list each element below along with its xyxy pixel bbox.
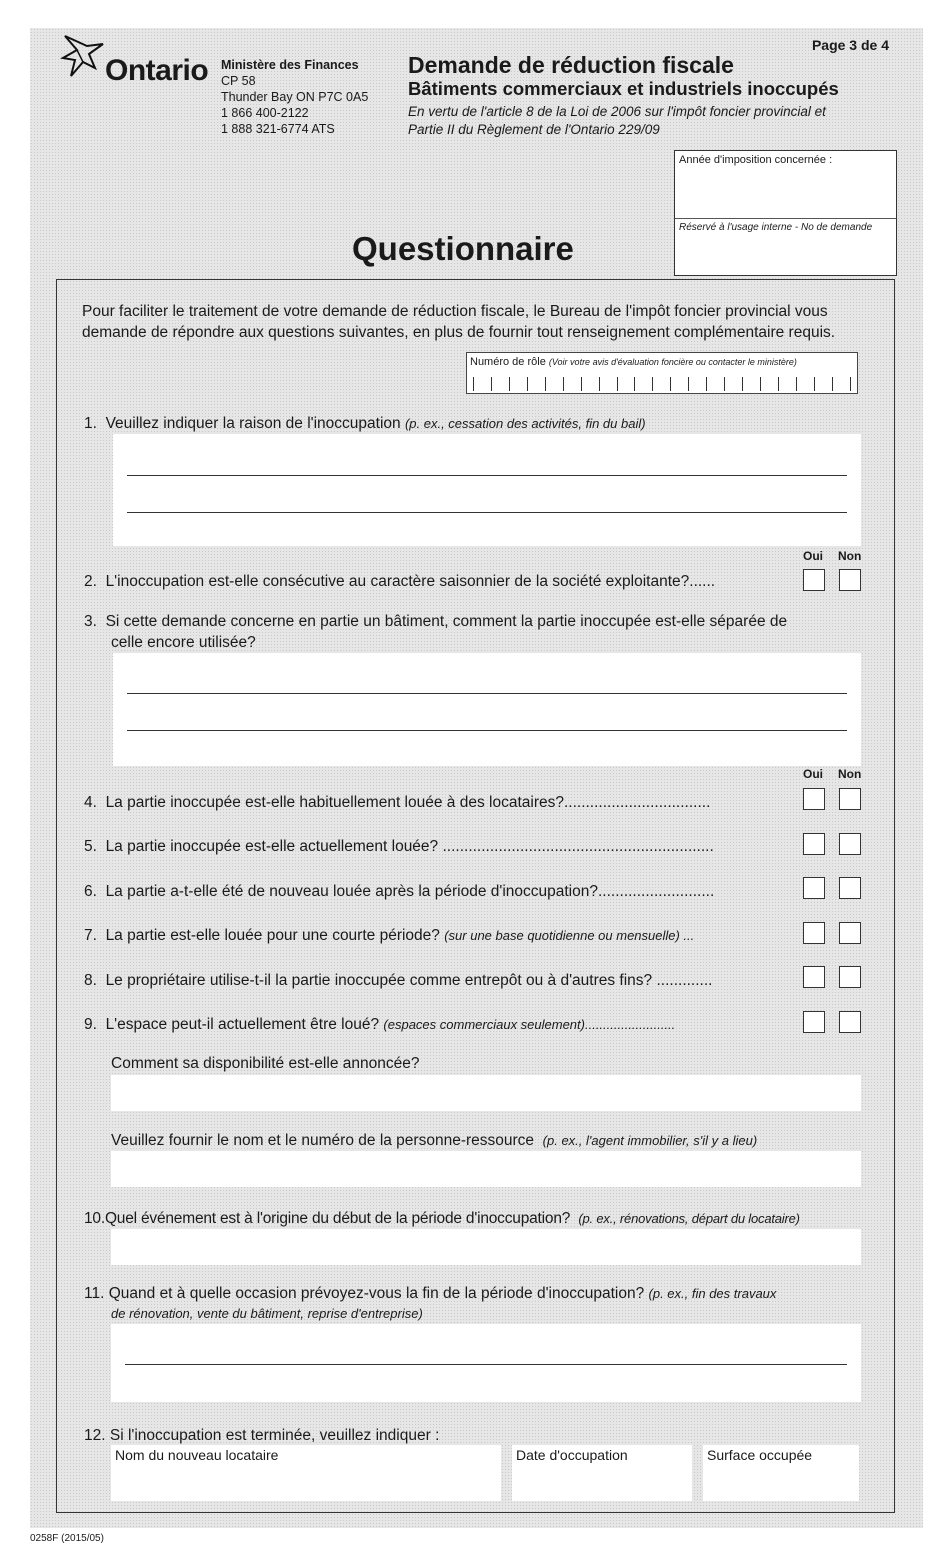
question-number: 3. — [84, 613, 97, 630]
answer-9b-field[interactable] — [111, 1151, 861, 1187]
no-label: Non — [838, 767, 862, 781]
question-5 — [84, 836, 714, 857]
roll-number-digits — [473, 377, 851, 391]
question-number: 6. — [84, 883, 97, 900]
question-8 — [84, 970, 712, 991]
question-hint: (p. ex., cessation des activités, fin du bail) — [404, 416, 646, 431]
question-number: 7. — [84, 927, 97, 944]
question-number: 1. — [84, 415, 97, 432]
q7-no-checkbox[interactable] — [839, 922, 861, 944]
question-7 — [84, 925, 694, 946]
question-12 — [84, 1425, 439, 1446]
question-4 — [84, 792, 710, 813]
no-label: Non — [838, 549, 862, 563]
tax-year-label: Année d'imposition concernée : — [679, 154, 833, 166]
question-hint: (p. ex., fin des travaux — [648, 1286, 777, 1301]
ministry-line: Thunder Bay ON P7C 0A5 — [221, 90, 369, 104]
legal-reference: En vertu de l'article 8 de la Loi de 2006 sur l'impôt foncier provincial et — [408, 104, 826, 119]
answer-3-field[interactable] — [113, 653, 861, 766]
question-text: Quand et à quelle occasion prévoyez-vous la fin de la période d'inoccupation? — [108, 1285, 645, 1302]
new-tenant-name-field[interactable] — [111, 1445, 501, 1501]
occupancy-date-field[interactable] — [512, 1445, 692, 1501]
question-text: Le propriétaire utilise-t-il la partie inoccupée comme entrepôt ou à d'autres fins? ............. — [105, 972, 713, 989]
question-text: Si l'inoccupation est terminée, veuillez indiquer : — [109, 1427, 440, 1444]
question-text: La partie a-t-elle été de nouveau louée après la période d'inoccupation?........................... — [105, 883, 715, 900]
internal-use-label: Réservé à l'usage interne - No de demande — [679, 222, 873, 233]
occupancy-date-label: Date d'occupation — [516, 1447, 628, 1463]
q4-yes-checkbox[interactable] — [803, 788, 825, 810]
q5-no-checkbox[interactable] — [839, 833, 861, 855]
question-text: Quel événement est à l'origine du début de la période d'inoccupation? — [104, 1210, 571, 1227]
q8-yes-checkbox[interactable] — [803, 966, 825, 988]
ministry-address — [221, 57, 368, 137]
question-number: 4. — [84, 794, 97, 811]
q5-yes-checkbox[interactable] — [803, 833, 825, 855]
yes-label: Oui — [803, 767, 823, 781]
form-code: 0258F (2015/05) — [30, 1533, 104, 1544]
internal-use-field — [675, 219, 896, 236]
question-number: 8. — [84, 972, 97, 989]
tax-year-box — [674, 150, 897, 276]
question-9 — [84, 1014, 675, 1035]
form-title-block — [408, 52, 839, 139]
occupied-area-field[interactable] — [703, 1445, 859, 1501]
answer-11-field[interactable] — [111, 1324, 861, 1402]
question-text: L'inoccupation est-elle consécutive au caractère saisonnier de la société exploitante?...... — [105, 573, 716, 590]
logo-wordmark: Ontario — [105, 54, 209, 87]
yes-label: Oui — [803, 549, 823, 563]
ministry-line: CP 58 — [221, 74, 256, 88]
question-11-line-2 — [111, 1303, 423, 1324]
question-9b — [111, 1130, 757, 1151]
q4-no-checkbox[interactable] — [839, 788, 861, 810]
roll-number-field[interactable] — [466, 352, 858, 394]
ontario-logo — [55, 28, 215, 88]
answer-9a-field[interactable] — [111, 1075, 861, 1111]
q6-no-checkbox[interactable] — [839, 877, 861, 899]
question-9a: Comment sa disponibilité est-elle annoncée? — [111, 1055, 420, 1072]
roll-number-hint: (Voir votre avis d'évaluation foncière ou contacter le ministère) — [548, 357, 797, 367]
ministry-name: Ministère des Finances — [221, 58, 359, 72]
question-hint: (espaces commerciaux seulement)......................... — [383, 1017, 676, 1032]
question-3-line-2: celle encore utilisée? — [111, 634, 256, 651]
roll-number-label: Numéro de rôle — [470, 356, 546, 368]
form-title: Demande de réduction fiscale — [408, 52, 734, 78]
question-number: 11. — [84, 1285, 105, 1302]
question-3 — [84, 611, 787, 632]
question-text: Veuillez fournir le nom et le numéro de la personne-ressource — [111, 1132, 535, 1149]
question-hint: (p. ex., l'agent immobilier, s'il y a lieu) — [542, 1133, 758, 1148]
form-subtitle: Bâtiments commerciaux et industriels inoccupés — [408, 78, 839, 99]
question-6 — [84, 881, 714, 902]
q9-yes-checkbox[interactable] — [803, 1011, 825, 1033]
question-text: La partie est-elle louée pour une courte période? — [105, 927, 440, 944]
ministry-tty: 1 888 321-6774 ATS — [221, 122, 335, 136]
answer-1-field[interactable] — [113, 434, 861, 546]
q8-no-checkbox[interactable] — [839, 966, 861, 988]
legal-reference-2: Partie II du Règlement de l'Ontario 229/09 — [408, 122, 660, 137]
new-tenant-name-label: Nom du nouveau locataire — [115, 1447, 279, 1463]
q2-no-checkbox[interactable] — [839, 569, 861, 591]
page-title: Questionnaire — [352, 230, 574, 267]
ministry-phone: 1 866 400-2122 — [221, 106, 309, 120]
question-number: 2. — [84, 573, 97, 590]
q7-yes-checkbox[interactable] — [803, 922, 825, 944]
question-hint: (sur une base quotidienne ou mensuelle) ... — [444, 928, 695, 943]
question-1 — [84, 413, 646, 434]
answer-10-field[interactable] — [111, 1229, 861, 1265]
question-text: La partie inoccupée est-elle actuellement louée? ............................................................... — [105, 838, 714, 855]
question-number: 5. — [84, 838, 97, 855]
question-11 — [84, 1283, 776, 1304]
occupied-area-label: Surface occupée — [707, 1447, 813, 1463]
tax-year-field[interactable] — [675, 151, 896, 219]
intro-text: Pour faciliter le traitement de votre demande de réduction fiscale, le Bureau de l'impôt foncier provincial vous demande de répondre aux questions suivantes, en plus de fournir tout renseignement complémentaire requis. — [82, 303, 836, 341]
q6-yes-checkbox[interactable] — [803, 877, 825, 899]
question-text: L'espace peut-il actuellement être loué? — [105, 1016, 380, 1033]
question-hint: de rénovation, vente du bâtiment, reprise d'entreprise) — [111, 1306, 423, 1321]
question-text: La partie inoccupée est-elle habituellement louée à des locataires?.................................. — [105, 794, 711, 811]
question-2 — [84, 571, 715, 592]
question-number: 10. — [84, 1210, 105, 1227]
question-text: Veuillez indiquer la raison de l'inoccupation — [105, 415, 401, 432]
question-number: 9. — [84, 1016, 97, 1033]
page-number: Page 3 de 4 — [811, 37, 889, 53]
question-10 — [84, 1208, 800, 1229]
q2-yes-checkbox[interactable] — [803, 569, 825, 591]
question-hint: (p. ex., rénovations, départ du locataire) — [578, 1211, 800, 1226]
q9-no-checkbox[interactable] — [839, 1011, 861, 1033]
question-number: 12. — [84, 1427, 106, 1444]
question-text: Si cette demande concerne en partie un bâtiment, comment la partie inoccupée est-elle séparée de — [105, 613, 788, 630]
